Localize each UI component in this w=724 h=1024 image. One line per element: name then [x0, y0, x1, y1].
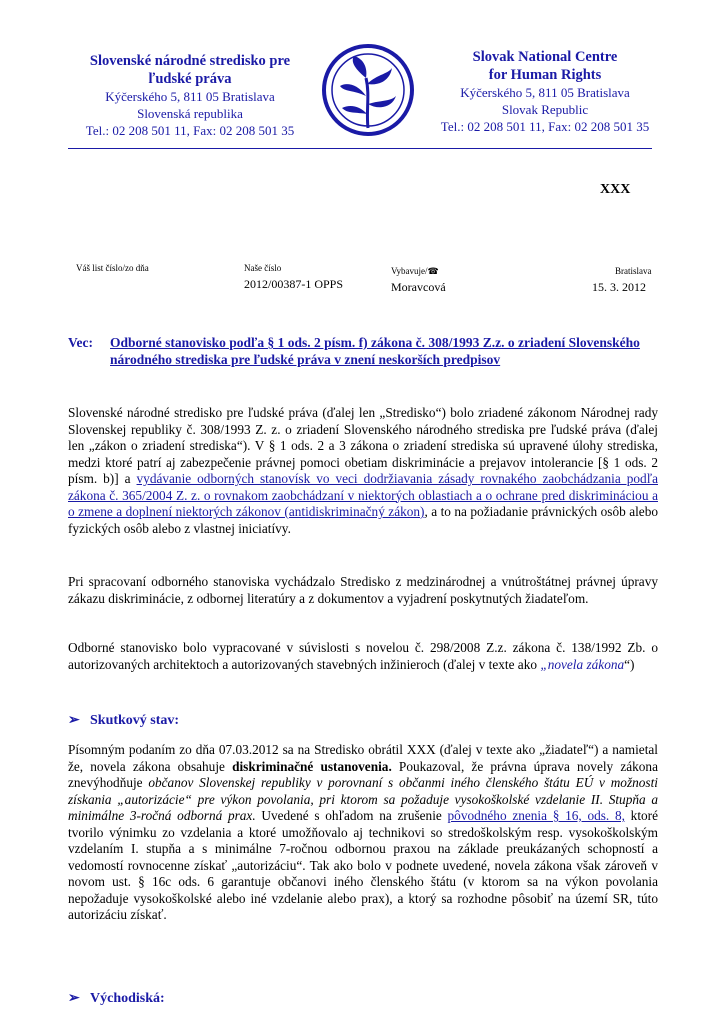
org-address-sk: Kýčerského 5, 811 05 Bratislava: [105, 89, 275, 104]
org-name-en-line2: for Human Rights: [488, 67, 602, 83]
paragraph-context-text-c: “): [624, 656, 635, 672]
header-right-block: [425, 48, 665, 135]
paragraph-facts-text-a: Písomným podaním zo dňa 07.03.2012 sa na Stredisko obrátil XXX (ďalej v texte ako „žiadateľ“) a namietal že, novela zákona obsahuje: [68, 742, 658, 774]
paragraph-facts-text-g: ktoré tvorilo výnimku zo vzdelania a ktoré umožňovalo aj technikovi so stredoškolským resp. vysokoškolským vzdelaním I. stupňa a s minimálne 7-ročnou odbornou praxou na základe preukázaných schopností a vedomostí rovnocenne získať „autorizáciu“. Tak ako bolo v podnete uvedené, novela zákona však zároveň v novom ust. § 16c ods. 6 garantuje občanovi iného členského štátu (v ktorom sa na výkon povolania nepožaduje vysokoškolské alebo iné vzdelanie alebo prax), a ktorý sa rozhodne pôsobiť na území SR, túto autorizáciu získať.: [68, 808, 658, 922]
paragraph-facts-link: pôvodného znenia § 16, ods. 8,: [447, 808, 625, 823]
paragraph-sources: Pri spracovaní odborného stanoviska vychádzalo Stredisko z medzinárodnej a vnútroštátnej právnej úpravy zákazu diskriminácie, z odbornej literatúry a z dokumentov a vyjadrení poskytnutých žiadateľom.: [68, 574, 658, 606]
org-name-en-line1: Slovak National Centre: [472, 49, 618, 65]
place-label: Bratislava: [615, 266, 652, 276]
org-contact-en: Tel.: 02 208 501 11, Fax: 02 208 501 35: [440, 119, 650, 134]
our-number-label: Naše číslo: [244, 263, 282, 273]
handled-by-value: Moravcová: [391, 280, 446, 294]
handled-by-label: Vybavuje/☎: [391, 266, 439, 276]
paragraph-intro-link: vydávanie odborných stanovísk vo veci dodržiavania zásady rovnakého zaobchádzania podľa zákona č. 365/2004 Z. z. o rovnakom zaobchádzaní v niektorých oblastiach a o ochrane pred diskrimináciou a o zmene a doplnení niektorých zákonov (antidiskriminačný zákon): [68, 471, 658, 519]
paragraph-facts-text-e: Uvedené s ohľadom na zrušenie: [255, 808, 448, 823]
org-contact-sk: Tel.: 02 208 501 11, Fax: 02 208 501 35: [85, 123, 295, 138]
paragraph-intro-text-a: Slovenské národné stredisko pre ľudské práva (ďalej len „Stredisko“) bolo zriadené zákonom Národnej rady Slovenskej republiky č. 308/1993 Z. z. o zriadení Slovenského národného strediska pre ľudské práva (ďalej len „zákon o zriadení strediska“). V § 1 ods. 2 a 3 zákona o zriadení strediska sú upravené úlohy strediska, medzi ktoré patrí aj zabezpečenie právnej pomoci obetiam diskriminácie a prejavov intolerancie [§ 1 ods. 2 písm. b)] a: [68, 405, 658, 486]
paragraph-facts-text-c: Poukazoval, že právna úprava novely zákona znevýhodňuje: [68, 758, 658, 790]
arrow-bullet-icon: ➢: [68, 713, 80, 728]
org-address-en: Kýčerského 5, 811 05 Bratislava: [460, 85, 630, 100]
your-letter-label: Váš list číslo/zo dňa: [76, 263, 149, 273]
org-name-sk-line1: Slovenské národné stredisko pre: [89, 53, 291, 69]
paragraph-context-text-a: Odborné stanovisko bolo vypracované v súvislosti s novelou č. 298/2008 Z.z. zákona č. 138/1992 Zb. o autorizovaných architektoch a autorizovaných stavebných inžinieroch (ďalej v texte ako: [68, 640, 658, 672]
section-heading-basis-text: Východiská:: [90, 991, 165, 1006]
section-heading-facts: [68, 712, 179, 729]
date-value: 15. 3. 2012: [592, 280, 646, 294]
paragraph-intro-text-b: , a to na požiadanie právnických osôb alebo fyzických osôb alebo z vlastnej iniciatívy.: [68, 504, 658, 536]
our-number-value: 2012/00387-1 OPPS: [244, 277, 344, 291]
org-name-sk-line2: ľudské práva: [148, 71, 232, 87]
dove-with-leaves-emblem-icon: [320, 40, 416, 140]
paragraph-intro: [68, 405, 658, 537]
subject-label: Vec:: [68, 335, 93, 350]
org-country-sk: Slovenská republika: [137, 106, 243, 121]
section-heading-facts-text: Skutkový stav:: [90, 713, 180, 728]
header-divider: [68, 148, 652, 149]
header-left-block: [60, 52, 320, 139]
paragraph-facts-italic: občanov Slovenskej republiky v porovnaní s občanmi iného členského štátu EÚ v možnosti získania „autorizácie“ pre výkon povolania, pri ktorom sa požaduje vysokoškolské vzdelanie II. Stupňa a minimálne 3-ročná odborná prax.: [68, 775, 658, 823]
arrow-bullet-icon: ➢: [68, 991, 80, 1006]
paragraph-context: [68, 640, 658, 673]
paragraph-facts-bold: diskriminačné ustanovenia.: [232, 758, 392, 774]
recipient: XXX: [600, 182, 631, 197]
paragraph-facts: [68, 742, 658, 924]
org-country-en: Slovak Republic: [501, 102, 589, 117]
paragraph-context-term: „novela zákona: [540, 656, 625, 672]
subject-text: Odborné stanovisko podľa § 1 ods. 2 písm. f) zákona č. 308/1993 Z.z. o zriadení Slovenského národného strediska pre ľudské práva v znení neskorších predpisov: [110, 335, 640, 367]
section-heading-basis: [68, 990, 165, 1007]
